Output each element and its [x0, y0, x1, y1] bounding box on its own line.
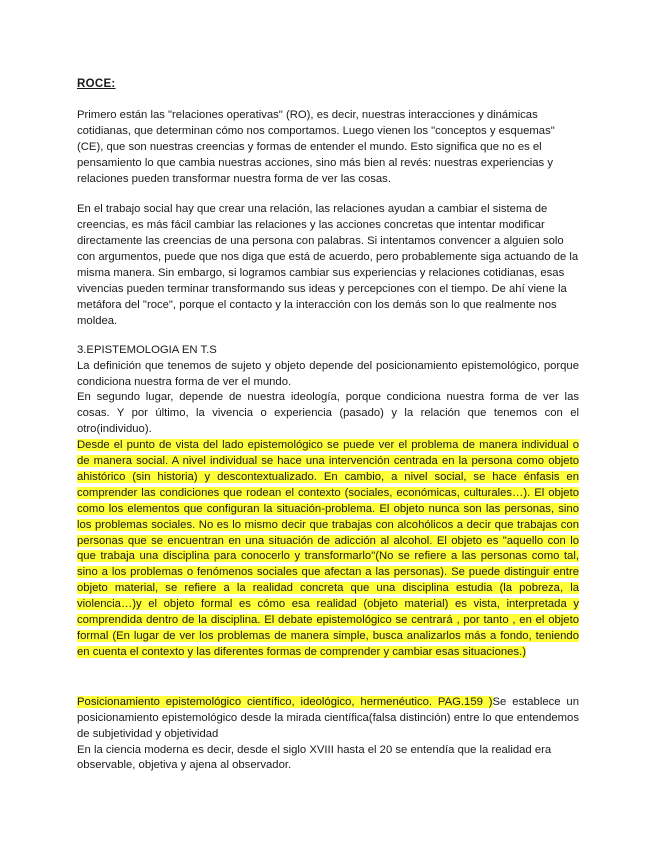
paragraph-roce-intro: Primero están las "relaciones operativas" (RO), es decir, nuestras interacciones y dinámicas cotidianas, que determinan cómo nos comportamos. Luego vienen los "conceptos y esquemas" (CE), que son nuestras creencias y formas de entender el mundo. Esto significa que no es el pensamiento lo que cambia nuestras acciones, sino más bien al revés: nuestras experiencias y relaciones pueden transformar nuestra forma de ver las cosas.	[77, 108, 555, 185]
document-body	[77, 77, 579, 774]
highlighted-text: Desde el punto de vista del lado epistemológico se puede ver el problema de manera individual o de manera social. A nivel individual se hace una intervención centrada en la persona como objeto ahistórico (sin historia) y descontextualizado. En cambio, a nivel social, se hace énfasis en comprender las condiciones que rodean el contexto (sociales, económicas, culturales…). El objeto como los elementos que configuran la situación-problema. El objeto nunca son las personas, sino los problemas sociales. No es lo mismo decir que trabajas con alcohólicos a decir que trabajas con personas que se encuentran en una situación de adicción al alcohol. El objeto es "aquello con lo que trabaja una disciplina para conocerlo y transformarlo"(No se refiere a las personas como tal, sino a los problemas o fenómenos sociales que afectan a las personas). Se puede distinguir entre objeto material, se refiere a la realidad concreta que una disciplina estudia (la pobreza, la violencia…)y el objeto formal es cómo esa realidad (objeto material) es vista, interpretada y comprendida dentro de la disciplina. El debate epistemológico se centrará , por tanto , en el objeto formal (En lugar de ver los problemas de manera simple, busca analizarlos más a fondo, teniendo en cuenta el contexto y las diferentes formas de comprender y cambiar esas situaciones.)	[77, 439, 579, 658]
paragraph-definicion: La definición que tenemos de sujeto y objeto depende del posicionamiento epistemológico, porque condiciona nuestra forma de ver el mundo.	[77, 359, 579, 388]
paragraph-trabajo-social: En el trabajo social hay que crear una relación, las relaciones ayudan a cambiar el sistema de creencias, es más fácil cambiar las relaciones y las acciones concretas que intentar modificar directamente las creencias de una persona con palabras. Si intentamos convencer a alguien solo con argumentos, puede que nos diga que está de acuerdo, pero probablemente siga actuando de la misma manera. Sin embargo, si logramos cambiar sus experiencias y relaciones cotidianas, esas vivencias pueden terminar transformando sus ideas y percepciones con el tiempo. De ahí viene la metáfora del "roce", porque el contacto y la interacción con los demás son lo que realmente nos moldea.	[77, 203, 579, 327]
document-title: ROCE:	[77, 78, 116, 90]
paragraph-segundo-lugar: En segundo lugar, depende de nuestra ideología, porque condiciona nuestra forma de ver las cosas. Y por último, la vivencia o experiencia (pasado) y la relación que tenemos con el otro(individuo).	[77, 391, 579, 436]
section-heading: 3.EPISTEMOLOGIA EN T.S	[77, 343, 217, 356]
highlighted-paragraph	[77, 438, 579, 661]
paragraph-posicionamiento	[77, 695, 579, 743]
posicionamiento-rest: Se establece un posicionamiento epistemológico desde la mirada científica(falsa distinción) entre lo que entendemos de subjetividad y objetividad	[77, 695, 579, 740]
posicionamiento-highlight: Posicionamiento epistemológico científico, ideológico, hermenéutico. PAG.159 )	[77, 695, 493, 708]
paragraph-ciencia-moderna: En la ciencia moderna es decir, desde el siglo XVIII hasta el 20 se entendía que la realidad era observable, objetiva y ajena al observador.	[77, 743, 552, 772]
